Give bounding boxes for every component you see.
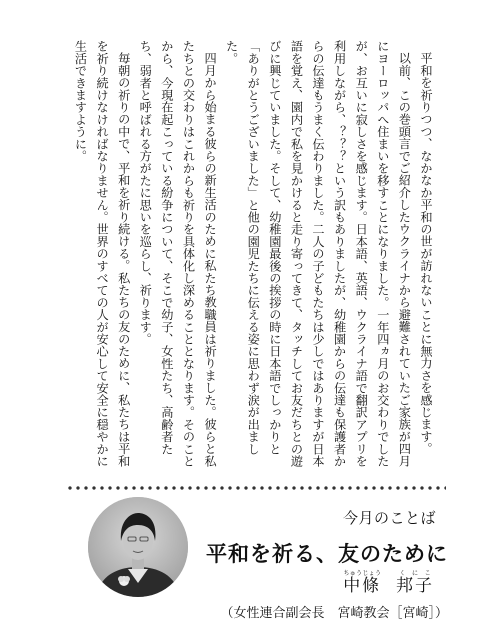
given-name-text: 邦子 xyxy=(396,576,434,596)
paragraph: 四月から始まる彼らの新生活のために私たち教職員は祈りました。彼らと私たちとの交わりはこれからも祈りを具体化し深めることとなります。そのことから、今現在起こっている紛争について、そこで幼子、女性たち、高齢者たち、弱者と呼ばれる方がたに思いを巡らし、祈ります。 xyxy=(138,40,218,467)
headline: 平和を祈る、友のために xyxy=(206,542,448,566)
portrait-image xyxy=(88,497,188,597)
dotted-divider xyxy=(66,486,446,490)
author-surname xyxy=(343,570,382,596)
given-name-ruby: くにこ xyxy=(396,570,434,577)
author-affiliation: （女性連合副会長 宮崎教会［宮崎］） xyxy=(220,606,448,621)
surname-ruby: ちゅうじょう xyxy=(343,570,382,577)
author-name xyxy=(343,570,434,596)
surname-text: 中條 xyxy=(343,576,382,596)
section-label: 今月のことば xyxy=(342,509,436,527)
author-given-name xyxy=(396,570,434,596)
author-photo xyxy=(88,497,188,597)
paragraph: 以前、この巻頭言でご紹介したウクライナから避難されていたご家族が四月にヨーロッパへ住まいを移すことになりました。一年四ヵ月のお交わりでしたが、お互いに寂しさを感じます。日本語、英語、ウクライナ語で翻訳アプリを利用しながら、？？？という訳もありましたが、幼稚園からの伝達も保護者からの伝達もうまく伝わりました。二人の子どもたちは少しではありますが日本語を覚え、園内で私を見かけると走り寄ってきて、タッチしてお友だちとの遊びに興じていました。そして、幼稚園最後の挨拶の時に日本語でしっかりと「ありがとうございました」と他の園児たちに伝える姿に思わず涙が出ました。 xyxy=(224,40,412,467)
article-text xyxy=(69,40,436,472)
article xyxy=(58,40,436,472)
paragraph: 毎朝の祈りの中で、平和を祈り続ける。私たちの友のために、私たちは平和を祈り続けなければなりません。世界のすべての人が安心して安全に穏やかに生活できますように。 xyxy=(73,40,131,467)
paragraph: 平和を祈りつつ、なかなか平和の世が訪れないことに無力さを感じます。 xyxy=(419,52,433,455)
